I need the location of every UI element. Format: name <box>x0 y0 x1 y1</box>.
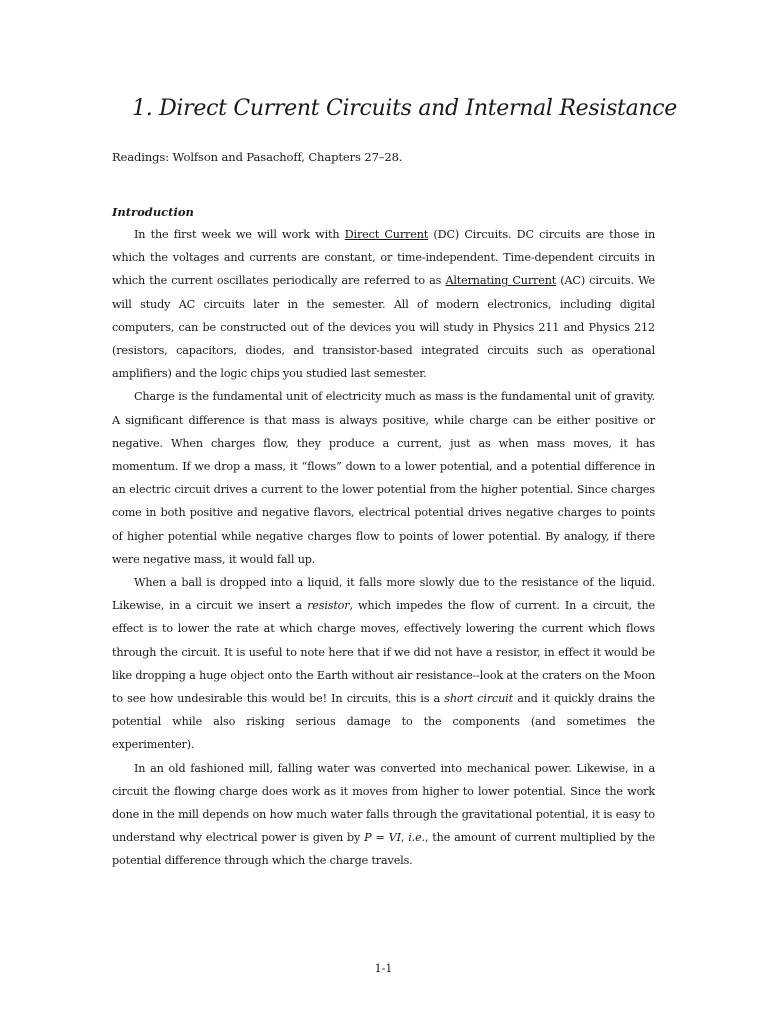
paragraph-3-text-b: , which impedes the flow of current. In a circuit, the effect is to lower the rate at which charge moves, effectively lowering the current which flows through the circuit. It is useful to note here that if we did not have a resistor, in effect it would be like dropping a huge object onto the Earth without air resistance--look at the craters on the Moon to see how undesirable this would be! In circuits, this is a <box>112 599 655 706</box>
formula-p: P <box>364 831 372 845</box>
readings-line: Readings: Wolfson and Pasachoff, Chapters 27–28. <box>112 150 403 164</box>
paragraph-4-text-b: = <box>371 831 389 845</box>
paragraph-3-text-a: When a ball is dropped into a liquid, it falls more slowly due to the resistance of the liquid. Likewise, in a circuit we insert a <box>112 576 655 613</box>
term-direct-current: Direct Current <box>344 228 429 241</box>
term-alternating-current: Alternating Current <box>445 274 557 288</box>
page-title: 1. Direct Current Circuits and Internal Resistance <box>132 96 678 121</box>
paragraph-3 <box>112 571 655 757</box>
abbr-ie: i.e. <box>408 831 425 845</box>
paragraph-4-text-c: , <box>400 831 409 845</box>
term-short-circuit: short circuit <box>444 692 513 706</box>
paragraph-4-text-a: In an old fashioned mill, falling water was converted into mechanical power. Likewise, in a circuit the flowing charge does work as it moves from higher to lower potential. Since the work done in the mill depends on how much water falls through the gravitational potential, it is easy to understand why electrical power is given by <box>112 761 655 845</box>
formula-vi: VI <box>388 831 401 845</box>
paragraph-2: Charge is the fundamental unit of electricity much as mass is the fundamental unit of gravity. A significant difference is that mass is always positive, while charge can be either positive or negative. When charges flow, they produce a current, just as when mass moves, it has momentum. If we drop a mass, it “flows” down to a lower potential, and a potential difference in an electric circuit drives a current to the lower potential from the higher potential. Since charges come in both positive and negative flavors, electrical potential drives negative charges to points of higher potential while negative charges flow to points of lower potential. By analogy, if there were negative mass, it would fall up. <box>112 390 655 566</box>
paragraph-3-text-c: and it quickly drains the potential while also risking serious damage to the components (and sometimes the experimenter). <box>112 692 655 752</box>
paragraph-1 <box>112 223 655 385</box>
paragraph-1-text-b: (DC) Circuits. DC circuits are those in which the voltages and currents are constant, or time-independent. Time-dependent circuits in which the current oscillates periodically are referred to as <box>112 228 655 288</box>
paragraph-4-text-d: , the amount of current multiplied by the potential difference through which the charge travels. <box>112 831 656 868</box>
paragraph-1-text-c: (AC) circuits. We will study AC circuits later in the semester. All of modern electronics, including digital computers, can be constructed out of the devices you will study in Physics 211 and Physics 212 (resistors, capacitors, diodes, and transistor-based integrated circuits such as operational amplifiers) and the logic chips you studied last semester. <box>112 274 655 381</box>
paragraph-1-text-a: In the first week we will work with <box>134 228 345 241</box>
term-resistor: resistor <box>307 599 350 613</box>
section-heading-introduction: Introduction <box>112 205 194 219</box>
paragraph-4 <box>112 757 655 873</box>
page-number: 1-1 <box>374 962 393 975</box>
body-text <box>112 223 655 873</box>
